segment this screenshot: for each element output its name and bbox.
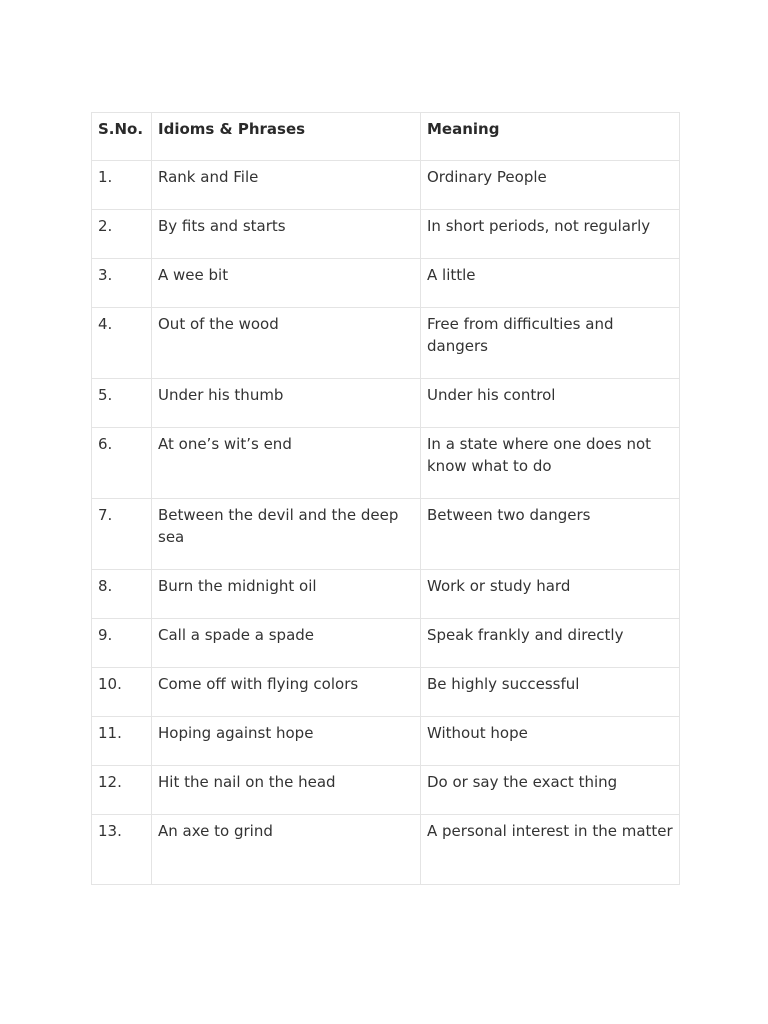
table-row <box>92 619 680 668</box>
table-row <box>92 766 680 815</box>
table-row <box>92 570 680 619</box>
cell-idiom: A wee bit <box>152 259 421 308</box>
header-meaning: Meaning <box>421 113 680 161</box>
table-row <box>92 259 680 308</box>
cell-idiom: Rank and File <box>152 161 421 210</box>
table-row <box>92 815 680 885</box>
cell-idiom: At one’s wit’s end <box>152 428 421 499</box>
cell-idiom: Hit the nail on the head <box>152 766 421 815</box>
cell-idiom: Come off with flying colors <box>152 668 421 717</box>
cell-sno: 1. <box>92 161 152 210</box>
cell-idiom: Out of the wood <box>152 308 421 379</box>
cell-meaning: Do or say the exact thing <box>421 766 680 815</box>
cell-meaning: Under his control <box>421 379 680 428</box>
cell-meaning: Be highly successful <box>421 668 680 717</box>
cell-meaning: A little <box>421 259 680 308</box>
cell-idiom: Between the devil and the deep sea <box>152 499 421 570</box>
cell-idiom: Hoping against hope <box>152 717 421 766</box>
cell-sno: 6. <box>92 428 152 499</box>
cell-sno: 9. <box>92 619 152 668</box>
cell-sno: 2. <box>92 210 152 259</box>
cell-sno: 8. <box>92 570 152 619</box>
cell-meaning: Speak frankly and directly <box>421 619 680 668</box>
cell-sno: 7. <box>92 499 152 570</box>
cell-idiom: An axe to grind <box>152 815 421 885</box>
cell-meaning: Between two dangers <box>421 499 680 570</box>
table-row <box>92 717 680 766</box>
table-row <box>92 668 680 717</box>
cell-sno: 4. <box>92 308 152 379</box>
cell-sno: 5. <box>92 379 152 428</box>
cell-sno: 12. <box>92 766 152 815</box>
table-row <box>92 428 680 499</box>
cell-meaning: Free from difficulties and dangers <box>421 308 680 379</box>
table-row <box>92 308 680 379</box>
cell-idiom: Call a spade a spade <box>152 619 421 668</box>
table-row <box>92 499 680 570</box>
header-row <box>92 113 680 161</box>
table-row <box>92 161 680 210</box>
cell-meaning: Ordinary People <box>421 161 680 210</box>
cell-sno: 13. <box>92 815 152 885</box>
cell-sno: 11. <box>92 717 152 766</box>
cell-sno: 10. <box>92 668 152 717</box>
cell-meaning: Work or study hard <box>421 570 680 619</box>
cell-sno: 3. <box>92 259 152 308</box>
cell-idiom: Burn the midnight oil <box>152 570 421 619</box>
table-row <box>92 210 680 259</box>
cell-idiom: Under his thumb <box>152 379 421 428</box>
idioms-table <box>91 112 680 885</box>
cell-idiom: By fits and starts <box>152 210 421 259</box>
cell-meaning: In short periods, not regularly <box>421 210 680 259</box>
cell-meaning: Without hope <box>421 717 680 766</box>
header-sno: S.No. <box>92 113 152 161</box>
cell-meaning: In a state where one does not know what to do <box>421 428 680 499</box>
table-row <box>92 379 680 428</box>
cell-meaning: A personal interest in the matter <box>421 815 680 885</box>
header-idiom: Idioms & Phrases <box>152 113 421 161</box>
